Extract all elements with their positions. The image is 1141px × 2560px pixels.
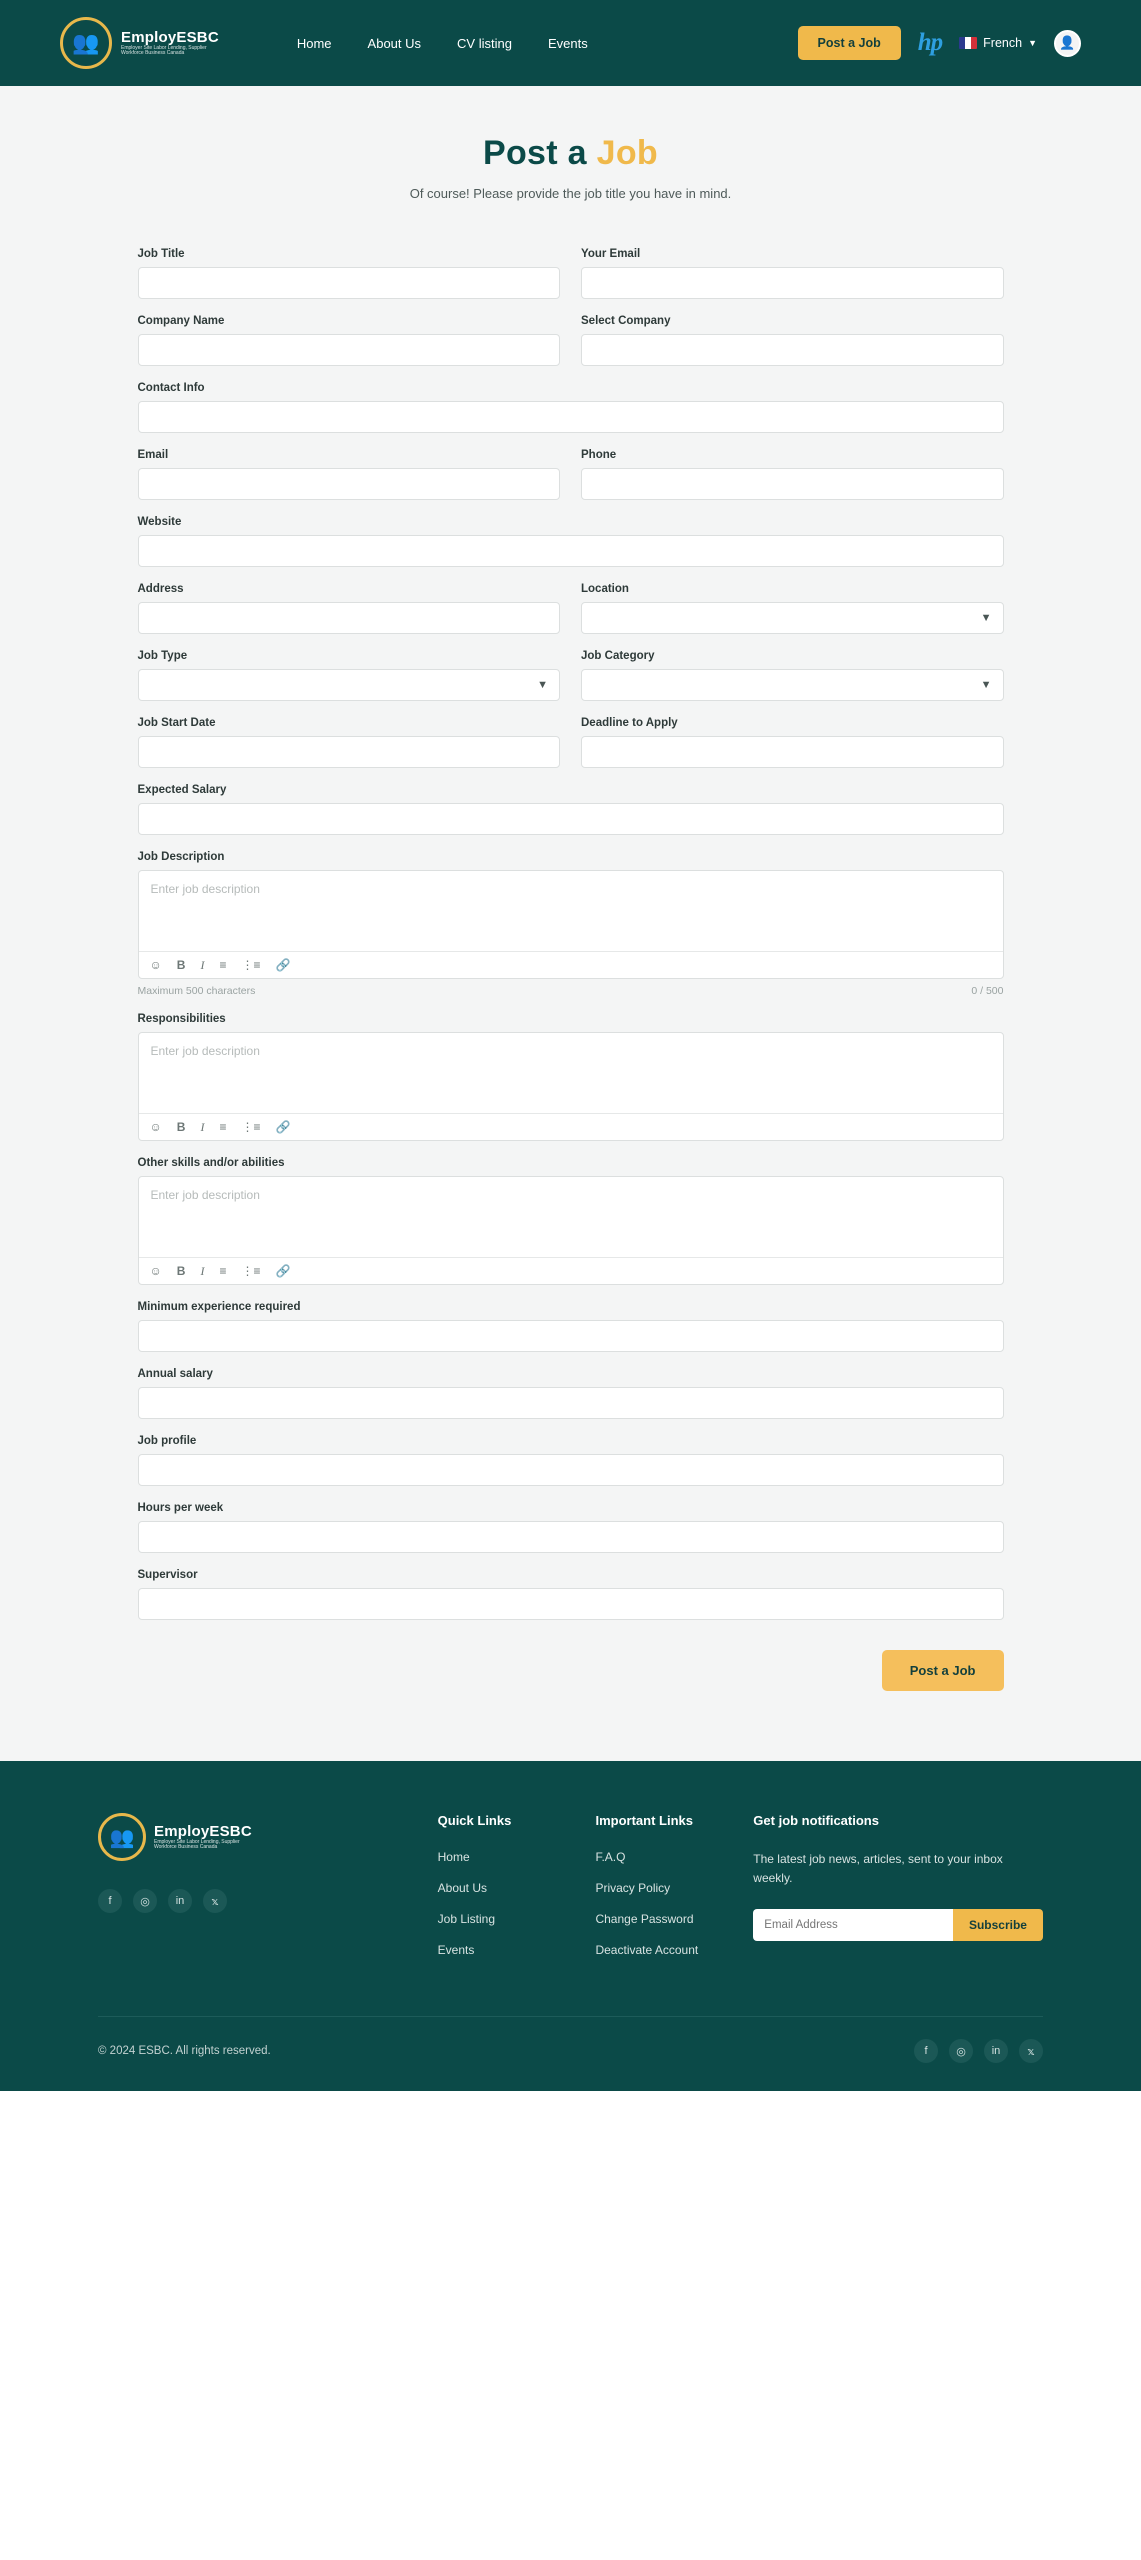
field-job-category bbox=[581, 650, 1004, 701]
editor-job-description bbox=[138, 870, 1004, 979]
footer-quick-links-heading: Quick Links bbox=[437, 1813, 512, 1828]
page-title bbox=[0, 134, 1141, 173]
primary-nav bbox=[297, 36, 588, 51]
instagram-icon[interactable]: ◎ bbox=[133, 1889, 157, 1913]
input-hours-per-week[interactable] bbox=[138, 1521, 1004, 1553]
field-company-name bbox=[138, 315, 561, 366]
bold-icon[interactable]: B bbox=[176, 1264, 186, 1278]
bold-icon[interactable]: B bbox=[176, 1120, 186, 1134]
footer-link-about-us[interactable]: About Us bbox=[437, 1881, 487, 1895]
input-contact-info[interactable] bbox=[138, 401, 1004, 433]
chevron-down-icon: ▼ bbox=[1028, 38, 1037, 48]
label-email: Email bbox=[137, 449, 169, 461]
label-location: Location bbox=[581, 583, 629, 595]
ordered-list-icon[interactable]: ≡ bbox=[219, 1120, 227, 1134]
hp-partner-logo: hp bbox=[917, 29, 943, 56]
user-avatar-icon[interactable]: 👤 bbox=[1054, 30, 1081, 57]
label-job-profile: Job profile bbox=[137, 1435, 197, 1447]
field-address bbox=[138, 583, 561, 634]
label-supervisor: Supervisor bbox=[137, 1569, 198, 1581]
input-email[interactable] bbox=[138, 468, 561, 500]
footer-link-privacy-policy[interactable]: Privacy Policy bbox=[595, 1881, 671, 1895]
page-body bbox=[0, 86, 1141, 1761]
job-description-counter: 0 / 500 bbox=[971, 985, 1004, 997]
footer-copyright: © 2024 ESBC. All rights reserved. bbox=[98, 2045, 271, 2057]
label-job-type: Job Type bbox=[137, 650, 188, 662]
label-job-start-date: Job Start Date bbox=[137, 717, 216, 729]
footer-link-faq[interactable]: F.A.Q bbox=[595, 1850, 626, 1864]
post-job-form bbox=[138, 248, 1004, 1691]
emoji-icon[interactable]: ☺ bbox=[149, 1264, 162, 1278]
footer-brand bbox=[98, 1813, 438, 1974]
label-phone: Phone bbox=[581, 449, 617, 461]
editor-job-description-toolbar bbox=[139, 951, 1003, 978]
footer-link-events[interactable]: Events bbox=[437, 1943, 475, 1957]
field-minimum-experience bbox=[138, 1301, 1004, 1352]
footer-important-links-heading: Important Links bbox=[595, 1813, 693, 1828]
footer-link-home[interactable]: Home bbox=[437, 1850, 470, 1864]
chevron-down-icon: ▼ bbox=[980, 679, 992, 691]
linkedin-icon[interactable]: in bbox=[168, 1889, 192, 1913]
submit-post-a-job-button[interactable]: Post a Job bbox=[882, 1650, 1004, 1691]
field-contact-info bbox=[138, 382, 1004, 433]
footer-quick-links bbox=[438, 1813, 596, 1974]
footer-bottom-social-links bbox=[914, 2039, 1043, 2063]
language-label: French bbox=[983, 36, 1023, 50]
job-description-hint: Maximum 500 characters bbox=[137, 985, 256, 997]
field-job-start-date bbox=[138, 717, 561, 768]
page-title-primary: Post a bbox=[483, 134, 597, 172]
field-job-description bbox=[138, 851, 1004, 997]
label-job-description: Job Description bbox=[137, 851, 225, 863]
nav-item-events[interactable]: Events bbox=[547, 35, 588, 51]
label-responsibilities: Responsibilities bbox=[137, 1013, 226, 1025]
chevron-down-icon: ▼ bbox=[980, 612, 992, 624]
editor-responsibilities bbox=[138, 1032, 1004, 1141]
french-flag-icon bbox=[959, 37, 977, 49]
footer-newsletter-heading: Get job notifications bbox=[753, 1813, 879, 1828]
nav-item-about-us[interactable]: About Us bbox=[367, 35, 422, 51]
chevron-down-icon: ▼ bbox=[537, 679, 548, 691]
emoji-icon[interactable]: ☺ bbox=[149, 958, 162, 972]
footer-link-change-password[interactable]: Change Password bbox=[595, 1912, 694, 1926]
facebook-icon[interactable]: f bbox=[98, 1889, 122, 1913]
people-group-icon: 👥 bbox=[60, 17, 112, 69]
field-expected-salary bbox=[138, 784, 1004, 835]
field-hours-per-week bbox=[138, 1502, 1004, 1553]
italic-icon[interactable]: I bbox=[200, 958, 205, 972]
nav-item-home[interactable]: Home bbox=[296, 35, 332, 51]
editor-other-skills-toolbar bbox=[139, 1257, 1003, 1284]
footer-important-links bbox=[595, 1813, 753, 1974]
label-minimum-experience: Minimum experience required bbox=[137, 1301, 301, 1313]
italic-icon[interactable]: I bbox=[200, 1264, 205, 1278]
field-email bbox=[138, 449, 561, 500]
bold-icon[interactable]: B bbox=[176, 958, 186, 972]
field-website bbox=[138, 516, 1004, 567]
link-icon[interactable]: 🔗 bbox=[275, 1120, 291, 1134]
field-select-company bbox=[581, 315, 1004, 366]
field-annual-salary bbox=[138, 1368, 1004, 1419]
newsletter-email-input[interactable] bbox=[753, 1909, 953, 1941]
field-location bbox=[581, 583, 1004, 634]
header-post-a-job-button[interactable]: Post a Job bbox=[798, 26, 901, 60]
input-annual-salary[interactable] bbox=[138, 1387, 1004, 1419]
ordered-list-icon[interactable]: ≡ bbox=[219, 958, 227, 972]
label-select-company: Select Company bbox=[581, 315, 671, 327]
footer-link-job-listing[interactable]: Job Listing bbox=[437, 1912, 496, 1926]
field-job-profile bbox=[138, 1435, 1004, 1486]
footer-social-links bbox=[98, 1889, 438, 1913]
emoji-icon[interactable]: ☺ bbox=[149, 1120, 162, 1134]
footer-brand-name: EmployESBC bbox=[154, 1822, 252, 1840]
input-company-name[interactable] bbox=[138, 334, 561, 366]
select-job-type[interactable] bbox=[138, 669, 561, 701]
editor-responsibilities-area[interactable]: Enter job description bbox=[150, 1044, 260, 1058]
label-hours-per-week: Hours per week bbox=[137, 1502, 224, 1514]
site-footer bbox=[0, 1761, 1141, 2091]
input-website[interactable] bbox=[138, 535, 1004, 567]
editor-other-skills-area[interactable]: Enter job description bbox=[150, 1188, 260, 1202]
input-job-title[interactable] bbox=[138, 267, 561, 299]
input-deadline-to-apply[interactable] bbox=[581, 736, 1004, 768]
footer-brand-tagline: Employer Site Labor Lending, Supplier Workforce Business Canada bbox=[154, 1838, 240, 1850]
label-annual-salary: Annual salary bbox=[137, 1368, 213, 1380]
field-supervisor bbox=[138, 1569, 1004, 1620]
ordered-list-icon[interactable]: ≡ bbox=[219, 1264, 227, 1278]
input-expected-salary[interactable] bbox=[138, 803, 1004, 835]
label-company-name: Company Name bbox=[137, 315, 225, 327]
input-job-profile[interactable] bbox=[138, 1454, 1004, 1486]
label-address: Address bbox=[137, 583, 184, 595]
field-job-title bbox=[138, 248, 561, 299]
editor-responsibilities-toolbar bbox=[139, 1113, 1003, 1140]
label-deadline-to-apply: Deadline to Apply bbox=[581, 717, 678, 729]
input-phone[interactable] bbox=[581, 468, 1004, 500]
bullet-list-icon[interactable]: ⋮≡ bbox=[241, 1120, 261, 1134]
field-responsibilities bbox=[138, 1013, 1004, 1141]
editor-other-skills bbox=[138, 1176, 1004, 1285]
select-location[interactable] bbox=[581, 602, 1004, 634]
bullet-list-icon[interactable]: ⋮≡ bbox=[241, 1264, 261, 1278]
brand-name: EmployESBC bbox=[121, 28, 219, 46]
editor-job-description-area[interactable]: Enter job description bbox=[150, 882, 260, 896]
bullet-list-icon[interactable]: ⋮≡ bbox=[241, 958, 261, 972]
footer-newsletter-text: The latest job news, articles, sent to your inbox weekly. bbox=[753, 1852, 1003, 1886]
x-twitter-icon[interactable]: 𝕩 bbox=[203, 1889, 227, 1913]
link-icon[interactable]: 🔗 bbox=[275, 1264, 291, 1278]
newsletter-subscribe-button[interactable]: Subscribe bbox=[953, 1909, 1043, 1941]
label-website: Website bbox=[137, 516, 182, 528]
label-expected-salary: Expected Salary bbox=[137, 784, 227, 796]
people-group-icon: 👥 bbox=[98, 1813, 146, 1861]
italic-icon[interactable]: I bbox=[200, 1120, 205, 1134]
label-your-email: Your Email bbox=[581, 248, 641, 260]
link-icon[interactable]: 🔗 bbox=[275, 958, 291, 972]
input-job-start-date[interactable] bbox=[138, 736, 561, 768]
label-other-skills: Other skills and/or abilities bbox=[137, 1157, 285, 1169]
input-minimum-experience[interactable] bbox=[138, 1320, 1004, 1352]
footer-newsletter bbox=[753, 1813, 1043, 1974]
label-job-category: Job Category bbox=[581, 650, 655, 662]
select-job-category[interactable] bbox=[581, 669, 1004, 701]
input-select-company[interactable] bbox=[581, 334, 1004, 366]
top-navigation-bar bbox=[0, 0, 1141, 86]
input-your-email[interactable] bbox=[581, 267, 1004, 299]
brand-tagline: Employer Site Labor Lending, Supplier Workforce Business Canada bbox=[121, 44, 207, 56]
language-selector[interactable] bbox=[959, 36, 1037, 50]
field-deadline-to-apply bbox=[581, 717, 1004, 768]
label-contact-info: Contact Info bbox=[137, 382, 205, 394]
field-job-type bbox=[138, 650, 561, 701]
x-twitter-icon[interactable]: 𝕩 bbox=[1019, 2039, 1043, 2063]
input-supervisor[interactable] bbox=[138, 1588, 1004, 1620]
footer-link-deactivate-account[interactable]: Deactivate Account bbox=[595, 1943, 699, 1957]
label-job-title: Job Title bbox=[137, 248, 185, 260]
page-subtitle: Of course! Please provide the job title you have in mind. bbox=[409, 186, 732, 201]
field-phone bbox=[581, 449, 1004, 500]
field-other-skills bbox=[138, 1157, 1004, 1285]
linkedin-icon[interactable]: in bbox=[984, 2039, 1008, 2063]
input-address[interactable] bbox=[138, 602, 561, 634]
brand-logo-link[interactable] bbox=[60, 17, 219, 69]
page-title-accent: Job bbox=[596, 134, 658, 172]
nav-item-cv-listing[interactable]: CV listing bbox=[457, 35, 512, 51]
field-your-email bbox=[581, 248, 1004, 299]
facebook-icon[interactable]: f bbox=[914, 2039, 938, 2063]
instagram-icon[interactable]: ◎ bbox=[949, 2039, 973, 2063]
